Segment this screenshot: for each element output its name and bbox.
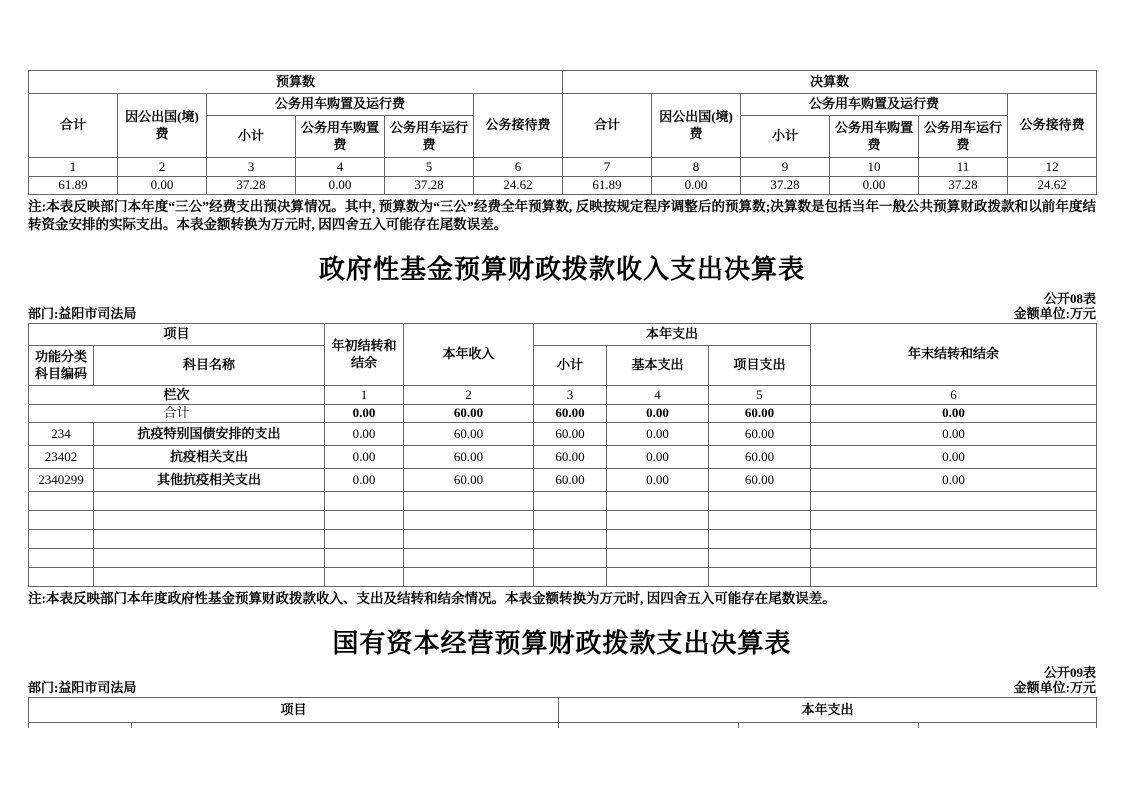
header-vehicle-subtotal: 小计 [741,116,830,158]
column-number: 3 [534,386,607,405]
column-number: 6 [811,386,1097,405]
value-cell: 0.00 [607,446,709,469]
empty-cell [811,549,1097,568]
empty-cell [325,549,404,568]
empty-cell [404,511,534,530]
value-cell: 60.00 [404,446,534,469]
empty-cell [29,723,132,728]
column-number: 9 [741,158,830,177]
empty-cell [29,568,94,587]
value-cell: 60.00 [404,469,534,492]
empty-row [29,549,1097,568]
header-reception-fee: 公务接待费 [1008,94,1097,158]
header-vehicle-group: 公务用车购置及运行费 [207,94,474,116]
subject-name: 抗疫特别国债安排的支出 [94,423,325,446]
function-code: 23402 [29,446,94,469]
empty-cell [534,511,607,530]
empty-cell [709,568,811,587]
column-number: 8 [652,158,741,177]
header-project: 项目 [29,698,559,723]
department-label: 部门:益阳市司法局 [28,680,137,695]
empty-cell [607,568,709,587]
empty-cell [739,723,919,728]
empty-cell [325,511,404,530]
empty-cell [404,568,534,587]
empty-cell [811,511,1097,530]
value-cell: 0.00 [296,177,385,195]
header-row [29,94,1097,116]
empty-cell [94,549,325,568]
value-cell: 0.00 [118,177,207,195]
unit-label: 金额单位:万元 [1013,306,1096,321]
empty-cell [607,549,709,568]
value-cell: 37.28 [741,177,830,195]
empty-cell [29,492,94,511]
column-index-row [29,386,1097,405]
empty-cell [404,492,534,511]
empty-cell [94,568,325,587]
table-row [29,423,1097,446]
column-number: 5 [385,158,474,177]
value-cell: 24.62 [1008,177,1097,195]
empty-cell [94,511,325,530]
column-number: 6 [474,158,563,177]
column-number: 4 [607,386,709,405]
empty-cell [811,568,1097,587]
header-current-expenditure: 本年支出 [534,324,811,346]
column-number: 10 [830,158,919,177]
function-code: 234 [29,423,94,446]
header-function-code: 功能分类科目编码 [29,346,94,386]
value-cell: 0.00 [325,423,404,446]
header-current-income: 本年收入 [404,324,534,386]
header-vehicle-purchase: 公务用车购置费 [830,116,919,158]
empty-cell [607,530,709,549]
sheet-number-09: 公开09表 [1043,665,1096,680]
total-value: 60.00 [709,405,811,423]
empty-cell [709,530,811,549]
unit-label: 金额单位:万元 [1013,680,1096,695]
value-cell: 0.00 [811,423,1097,446]
column-number: 4 [296,158,385,177]
empty-cell [325,568,404,587]
header-vehicle-operation: 公务用车运行费 [919,116,1008,158]
empty-cell [559,723,739,728]
value-cell: 0.00 [607,423,709,446]
header-row [29,698,1097,723]
empty-cell [709,492,811,511]
column-number: 2 [118,158,207,177]
empty-cell [607,492,709,511]
header-total: 合计 [29,94,118,158]
header-vehicle-subtotal: 小计 [207,116,296,158]
empty-cell [709,549,811,568]
empty-cell [94,530,325,549]
empty-cell [534,530,607,549]
total-value: 0.00 [325,405,404,423]
header-total: 合计 [563,94,652,158]
value-cell: 0.00 [811,446,1097,469]
header-project: 项目 [29,324,325,346]
header-reception-fee: 公务接待费 [474,94,563,158]
value-row [29,177,1097,195]
budget-section-header: 预算数 [29,71,563,94]
empty-row [29,530,1097,549]
department-label: 部门:益阳市司法局 [28,306,137,321]
value-cell: 0.00 [652,177,741,195]
gov-fund-budget-table [28,323,1097,587]
column-number: 5 [709,386,811,405]
header-vehicle-group: 公务用车购置及运行费 [741,94,1008,116]
total-row [29,405,1097,423]
empty-cell [709,511,811,530]
empty-cell [534,568,607,587]
empty-cell [534,492,607,511]
state-capital-table-title: 国有资本经营预算财政拨款支出决算表 [332,629,792,658]
total-value: 60.00 [404,405,534,423]
table-row [29,446,1097,469]
value-cell: 60.00 [709,423,811,446]
empty-row [29,492,1097,511]
value-cell: 60.00 [534,446,607,469]
column-number-row [29,158,1097,177]
header-closing-balance: 年末结转和结余 [811,324,1097,386]
subject-name: 抗疫相关支出 [94,446,325,469]
value-cell: 61.89 [29,177,118,195]
table-row [29,469,1097,492]
column-number: 12 [1008,158,1097,177]
empty-row [29,511,1097,530]
header-basic-expenditure: 基本支出 [607,346,709,386]
gov-fund-table-title: 政府性基金预算财政拨款收入支出决算表 [318,255,805,284]
empty-cell [29,530,94,549]
empty-cell [919,723,1097,728]
value-cell: 0.00 [830,177,919,195]
column-number: 1 [29,158,118,177]
column-index-label: 栏次 [29,386,325,405]
value-cell: 60.00 [709,469,811,492]
empty-cell [404,549,534,568]
header-vehicle-operation: 公务用车运行费 [385,116,474,158]
header-vehicle-purchase: 公务用车购置费 [296,116,385,158]
total-value: 60.00 [534,405,607,423]
table3-meta-row [28,680,1096,696]
column-number: 1 [325,386,404,405]
value-cell: 60.00 [534,423,607,446]
header-row [29,324,1097,346]
value-cell: 0.00 [607,469,709,492]
value-cell: 37.28 [385,177,474,195]
value-cell: 60.00 [709,446,811,469]
empty-cell [534,549,607,568]
header-opening-balance: 年初结转和结余 [325,324,404,386]
column-number: 2 [404,386,534,405]
column-number: 7 [563,158,652,177]
sheet-number-08: 公开08表 [1043,291,1096,306]
column-number: 3 [207,158,296,177]
subject-name: 其他抗疫相关支出 [94,469,325,492]
value-cell: 37.28 [207,177,296,195]
table2-note: 注:本表反映部门本年度政府性基金预算财政拨款收入、支出及结转和结余情况。本表金额转换为万元时, 因四舍五入可能存在尾数误差。 [28,591,836,606]
empty-cell [811,492,1097,511]
empty-cell [325,492,404,511]
value-cell: 0.00 [325,469,404,492]
final-section-header: 决算数 [563,71,1097,94]
total-label: 合计 [29,405,325,423]
value-cell: 0.00 [811,469,1097,492]
column-number: 11 [919,158,1008,177]
sangong-expense-table [28,70,1097,195]
total-value: 0.00 [607,405,709,423]
header-current-expenditure: 本年支出 [559,698,1097,723]
value-cell: 60.00 [534,469,607,492]
function-code: 2340299 [29,469,94,492]
state-capital-budget-table [28,697,1097,728]
empty-cell [404,530,534,549]
value-cell: 61.89 [563,177,652,195]
value-cell: 24.62 [474,177,563,195]
header-project-expenditure: 项目支出 [709,346,811,386]
empty-row [29,568,1097,587]
empty-cell [325,530,404,549]
value-cell: 60.00 [404,423,534,446]
empty-cell [811,530,1097,549]
header-subtotal: 小计 [534,346,607,386]
table2-meta-row [28,306,1096,322]
empty-cell [94,492,325,511]
empty-cell [29,549,94,568]
header-abroad-fee: 因公出国(境)费 [118,94,207,158]
value-cell: 37.28 [919,177,1008,195]
section-header-row [29,71,1097,94]
empty-cell [607,511,709,530]
table1-note: 注:本表反映部门本年度“三公”经费支出预决算情况。其中, 预算数为“三公”经费全年预算数, 反映按规定程序调整后的预算数;决算数是包括当年一般公共预算财政拨款和以前年度结转资金安排的实际支出。本表金额转换为万元时, 因四舍五入可能存在尾数误差。 [28,199,1096,232]
total-value: 0.00 [811,405,1097,423]
empty-cell [29,511,94,530]
empty-cell [132,723,559,728]
header-subject-name: 科目名称 [94,346,325,386]
value-cell: 0.00 [325,446,404,469]
header-abroad-fee: 因公出国(境)费 [652,94,741,158]
cutoff-row [29,723,1097,728]
